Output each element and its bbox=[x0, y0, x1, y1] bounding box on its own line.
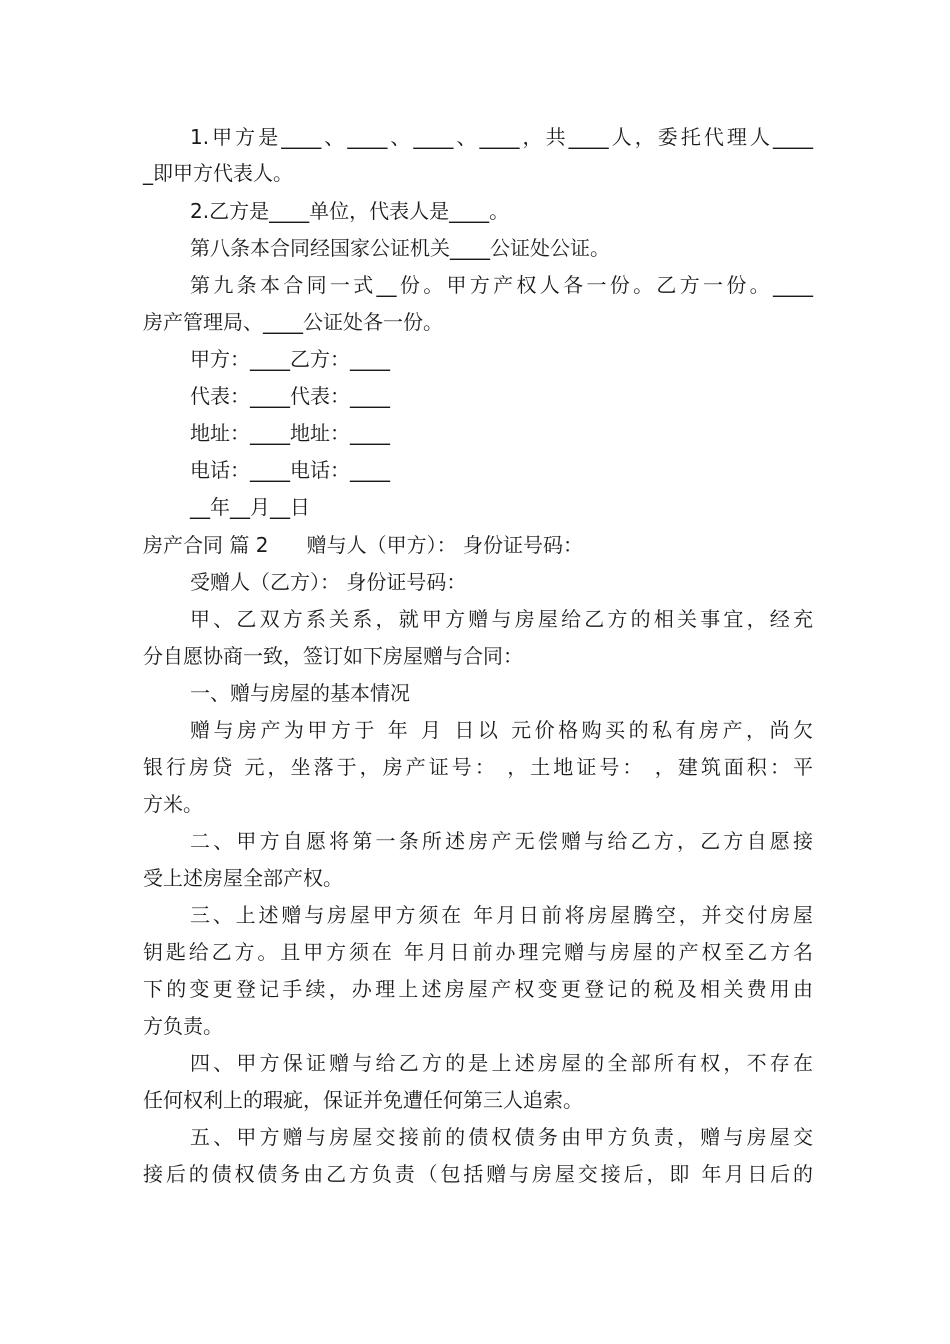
donee-line: 受赠人（乙方）： 身份证号码： bbox=[190, 570, 467, 594]
section-1-heading: 一、赠与房屋的基本情况 bbox=[190, 681, 410, 705]
signature-phone-line: 电话：____电话：____ bbox=[190, 458, 390, 482]
section-3-body-cont: 钥匙给乙方。且甲方须在 年月日前办理完赠与房屋的产权至乙方名 bbox=[143, 940, 813, 964]
article-9-line: 第九条本合同一式__份。甲方产权人各一份。乙方一份。____ bbox=[190, 273, 813, 297]
signature-party-line: 甲方：____乙方：____ bbox=[190, 347, 390, 371]
preamble-cont: 分自愿协商一致，签订如下房屋赠与合同： bbox=[143, 644, 523, 668]
section-1-body-end: 方米。 bbox=[143, 792, 203, 816]
section-5-body-cont: 接后的债权债务由乙方负责（包括赠与房屋交接后，即 年月日后的 bbox=[143, 1162, 813, 1186]
article-9-cont: 房产管理局、____公证处各一份。 bbox=[143, 310, 443, 334]
section-1-body-cont: 银行房贷 元，坐落于，房产证号： ，土地证号： ，建筑面积：平 bbox=[143, 755, 813, 779]
section-4-body-cont: 任何权利上的瑕疵，保证并免遭任何第三人追索。 bbox=[143, 1088, 583, 1112]
section-2-body-cont: 受上述房屋全部产权。 bbox=[143, 866, 343, 890]
signature-rep-line: 代表：____代表：____ bbox=[190, 384, 390, 408]
section-3-body-end: 方负责。 bbox=[143, 1014, 223, 1038]
signature-address-line: 地址：____地址：____ bbox=[190, 421, 390, 445]
section-3-body: 三、上述赠与房屋甲方须在 年月日前将房屋腾空，并交付房屋 bbox=[190, 903, 813, 927]
article-8-line: 第八条本合同经国家公证机关____公证处公证。 bbox=[190, 236, 610, 260]
clause-party-a-line: 1.甲方是____、____、____、____，共____人，委托代理人____ bbox=[190, 125, 813, 149]
section-4-body: 四、甲方保证赠与给乙方的是上述房屋的全部所有权，不存在 bbox=[190, 1051, 813, 1075]
preamble-line: 甲、乙双方系关系，就甲方赠与房屋给乙方的相关事宜，经充 bbox=[190, 607, 813, 631]
clause-party-a-cont: _即甲方代表人。 bbox=[143, 161, 293, 185]
section-3-body-cont2: 下的变更登记手续，办理上述房屋产权变更登记的税及相关费用由 bbox=[143, 977, 813, 1001]
section-2-body: 二、甲方自愿将第一条所述房产无偿赠与给乙方，乙方自愿接 bbox=[190, 829, 813, 853]
clause-party-b-line: 2.乙方是____单位，代表人是____。 bbox=[190, 199, 510, 223]
date-line: __年__月__日 bbox=[190, 495, 310, 519]
section-1-body: 赠与房产为甲方于 年 月 日以 元价格购买的私有房产，尚欠 bbox=[190, 718, 813, 742]
section-5-body: 五、甲方赠与房屋交接前的债权债务由甲方负责，赠与房屋交 bbox=[190, 1125, 813, 1149]
contract-2-heading: 房产合同 篇 2 赠与人（甲方）： 身份证号码： bbox=[143, 533, 583, 557]
